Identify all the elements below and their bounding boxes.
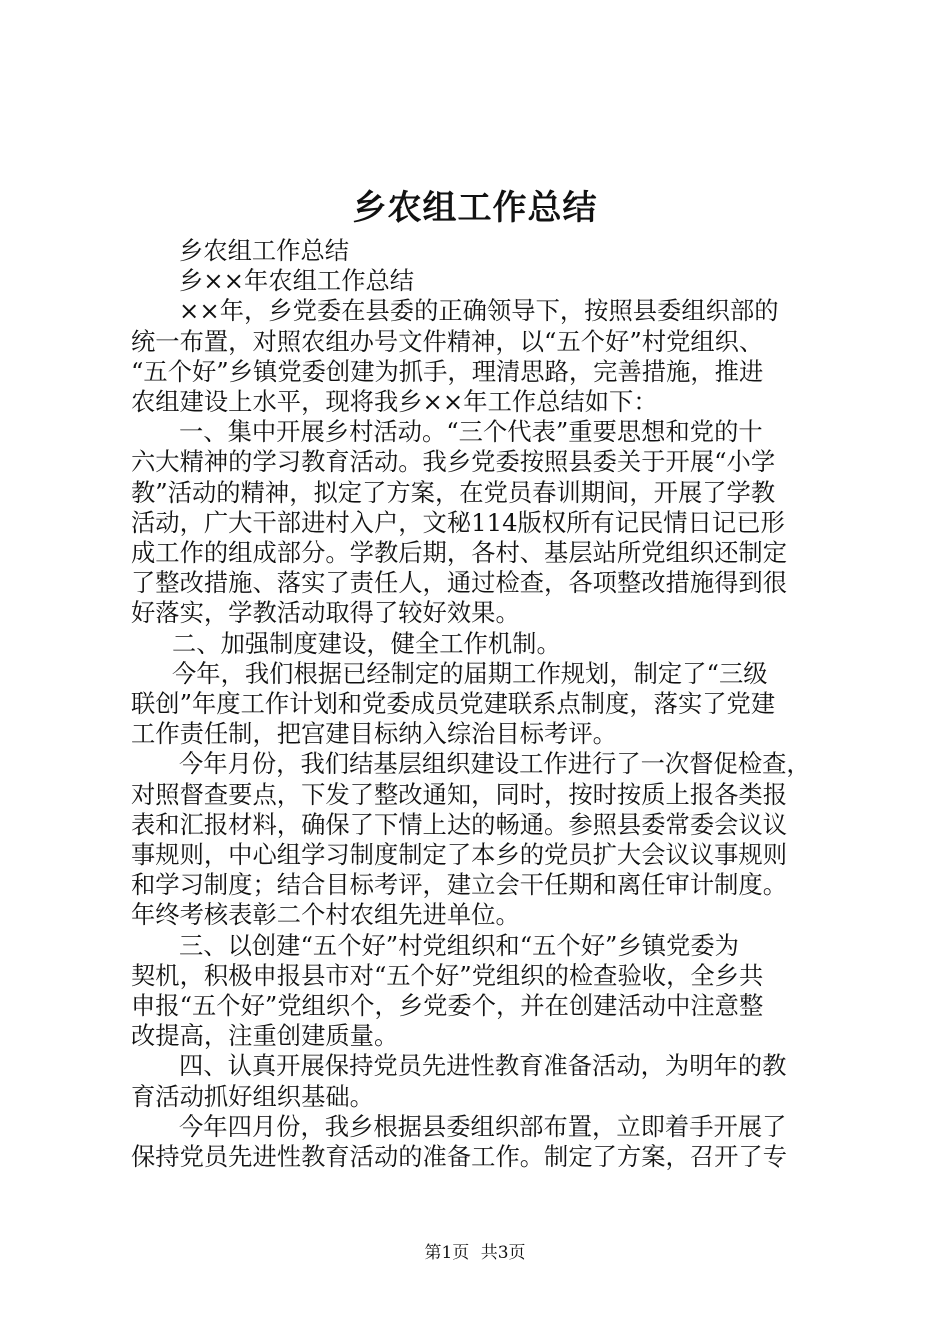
body-line: 工作责任制，把宫建目标纳入综治目标考评。 bbox=[131, 719, 617, 749]
body-line: 乡农组工作总结 bbox=[179, 236, 350, 265]
body-line: 育活动抓好组织基础。 bbox=[131, 1081, 374, 1111]
page-total: 共3页 bbox=[480, 1243, 526, 1263]
body-line: 一、集中开展乡村活动。“三个代表”重要思想和党的十 bbox=[179, 417, 763, 447]
body-line: 统一布置，对照农组办号文件精神，以“五个好”村党组织、 bbox=[131, 326, 764, 356]
body-line: 和学习制度；结合目标考评，建立会干任期和离任审计制度。 bbox=[131, 870, 788, 900]
body-line: ××年，乡党委在县委的正确领导下，按照县委组织部的 bbox=[179, 296, 779, 326]
body-line: 改提高，注重创建质量。 bbox=[131, 1021, 399, 1051]
document-title: 乡农组工作总结 bbox=[352, 188, 598, 228]
body-line: “五个好”乡镇党委创建为抓手，理清思路，完善措施，推进 bbox=[131, 356, 764, 386]
body-line: 联创”年度工作计划和党委成员党建联系点制度，落实了党建 bbox=[131, 689, 776, 719]
body-line: 了整改措施、落实了责任人，通过检查，各项整改措施得到很 bbox=[131, 568, 788, 598]
document-body bbox=[131, 236, 831, 1172]
body-line: 契机，积极申报县市对“五个好”党组织的检查验收，全乡共 bbox=[131, 960, 764, 990]
body-line: 申报“五个好”党组织个，乡党委个，并在创建活动中注意整 bbox=[131, 991, 764, 1021]
body-line: 今年，我们根据已经制定的届期工作规划，制定了“三级 bbox=[172, 658, 768, 688]
page-number: 第1页 bbox=[424, 1243, 470, 1263]
body-line: 活动，广大干部进村入户，文秘114版权所有记民情日记已形 bbox=[131, 507, 785, 537]
body-line: 二、加强制度建设，健全工作机制。 bbox=[172, 628, 561, 658]
body-line: 农组建设上水平，现将我乡××年工作总结如下： bbox=[131, 387, 658, 417]
body-line: 乡××年农组工作总结 bbox=[179, 266, 415, 296]
body-line: 今年月份，我们结基层组织建设工作进行了一次督促检查， bbox=[179, 749, 811, 779]
body-line: 三、以创建“五个好”村党组织和“五个好”乡镇党委为 bbox=[179, 930, 739, 960]
body-line: 年终考核表彰二个村农组先进单位。 bbox=[131, 900, 520, 930]
body-line: 六大精神的学习教育活动。我乡党委按照县委关于开展“小学 bbox=[131, 447, 776, 477]
body-line: 对照督查要点，下发了整改通知，同时，按时按质上报各类报 bbox=[131, 779, 788, 809]
body-line: 表和汇报材料，确保了下情上达的畅通。参照县委常委会议议 bbox=[131, 809, 788, 839]
body-line: 事规则，中心组学习制度制定了本乡的党员扩大会议议事规则 bbox=[131, 840, 788, 870]
page-footer bbox=[0, 1242, 950, 1264]
body-line: 四、认真开展保持党员先进性教育准备活动，为明年的教 bbox=[179, 1051, 787, 1081]
body-line: 成工作的组成部分。学教后期，各村、基层站所党组织还制定 bbox=[131, 538, 788, 568]
body-line: 今年四月份，我乡根据县委组织部布置，立即着手开展了 bbox=[179, 1111, 787, 1141]
body-line: 保持党员先进性教育活动的准备工作。制定了方案，召开了专 bbox=[131, 1142, 788, 1172]
body-line: 好落实，学教活动取得了较好效果。 bbox=[131, 598, 520, 628]
body-line: 教”活动的精神，拟定了方案，在党员春训期间，开展了学教 bbox=[131, 477, 776, 507]
